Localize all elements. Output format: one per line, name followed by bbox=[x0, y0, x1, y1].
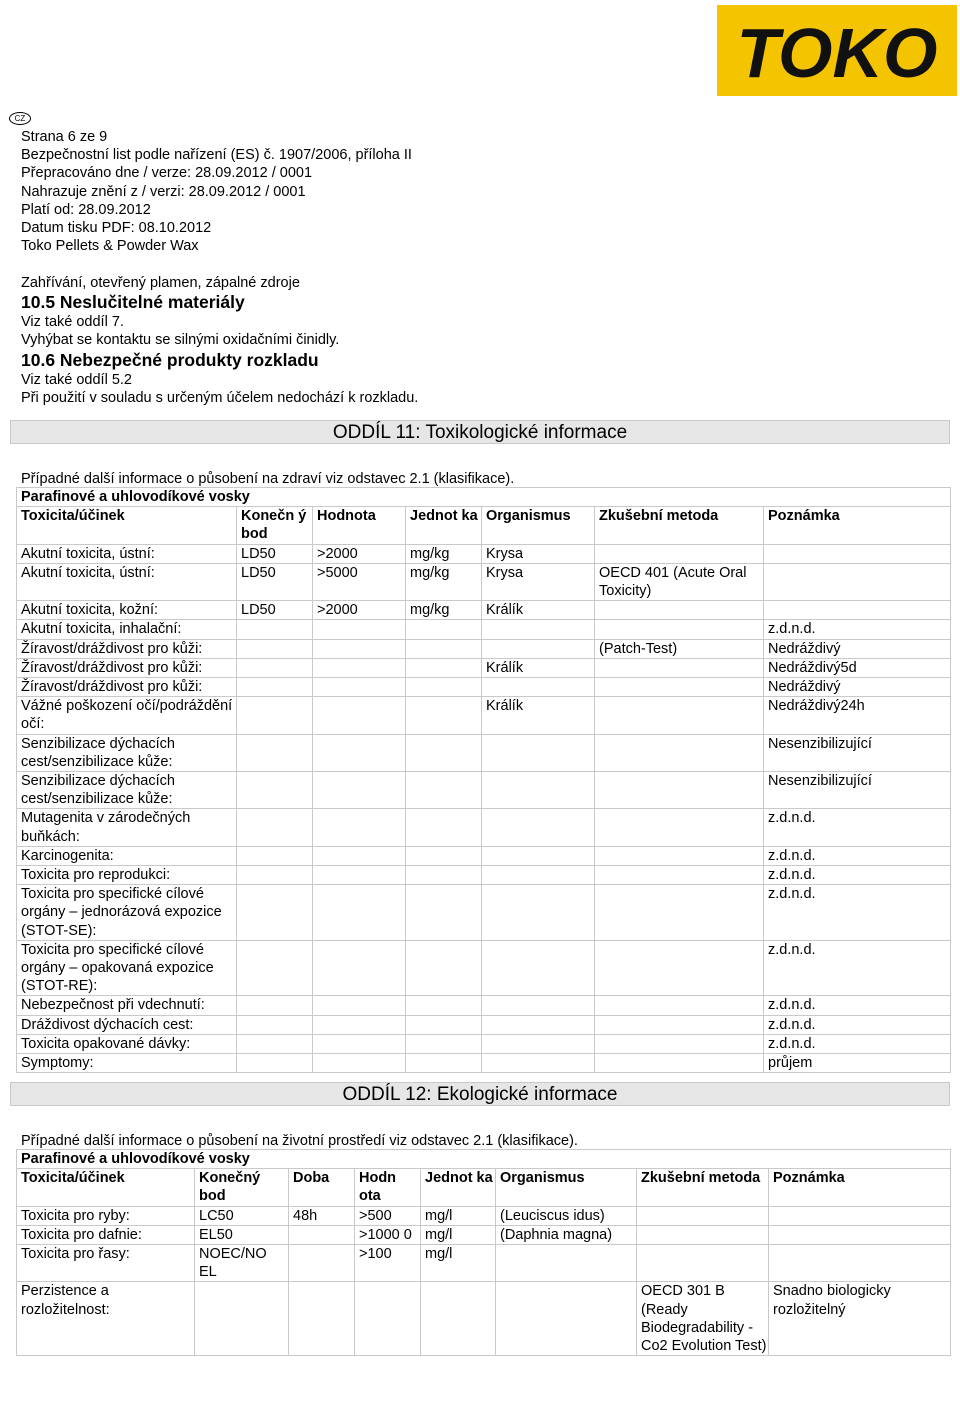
table-cell bbox=[237, 809, 313, 846]
intro-line: Případné další informace o působení na životní prostředí viz odstavec 2.1 (klasifikace). bbox=[21, 1133, 578, 1149]
table-row bbox=[17, 996, 951, 1015]
table-cell: 48h bbox=[289, 1206, 355, 1225]
document-header bbox=[21, 128, 412, 255]
table-cell bbox=[595, 866, 764, 885]
logo-text: TOKO bbox=[736, 14, 938, 92]
table-cell: Nebezpečnost při vdechnutí: bbox=[17, 996, 237, 1015]
column-header: Konečn ý bod bbox=[237, 507, 313, 544]
table-cell: Toxicita opakované dávky: bbox=[17, 1034, 237, 1053]
column-header: Organismus bbox=[496, 1169, 637, 1206]
table-cell bbox=[482, 809, 595, 846]
table-cell bbox=[595, 678, 764, 697]
table-cell: z.d.n.d. bbox=[764, 866, 951, 885]
table-cell: z.d.n.d. bbox=[764, 809, 951, 846]
table-cell bbox=[237, 620, 313, 639]
table-cell bbox=[406, 1034, 482, 1053]
table-cell: mg/l bbox=[421, 1245, 496, 1282]
table-row bbox=[17, 1225, 951, 1244]
column-header: Hodn ota bbox=[355, 1169, 421, 1206]
table-cell bbox=[289, 1282, 355, 1356]
table-cell bbox=[595, 885, 764, 941]
table-row bbox=[17, 697, 951, 734]
table-cell bbox=[237, 678, 313, 697]
table-cell: LD50 bbox=[237, 563, 313, 600]
table-cell bbox=[237, 885, 313, 941]
table-cell: mg/kg bbox=[406, 601, 482, 620]
table-cell bbox=[482, 866, 595, 885]
table-cell bbox=[595, 620, 764, 639]
intro-line: Případné další informace o působení na zdraví viz odstavec 2.1 (klasifikace). bbox=[21, 471, 515, 487]
table-cell bbox=[595, 544, 764, 563]
table-cell bbox=[406, 620, 482, 639]
table-cell bbox=[595, 601, 764, 620]
substance-name: Parafinové a uhlovodíkové vosky bbox=[17, 1150, 951, 1169]
table-cell bbox=[313, 772, 406, 809]
table-cell: >1000 0 bbox=[355, 1225, 421, 1244]
table-cell bbox=[313, 1015, 406, 1034]
text-line: Zahřívání, otevřený plamen, zápalné zdroje bbox=[21, 275, 300, 291]
column-header: Poznámka bbox=[769, 1169, 951, 1206]
table-cell: Žíravost/dráždivost pro kůži: bbox=[17, 658, 237, 677]
text-line: Viz také oddíl 5.2 bbox=[21, 371, 132, 388]
table-cell bbox=[237, 1034, 313, 1053]
country-badge: CZ bbox=[9, 112, 31, 125]
table-cell bbox=[482, 678, 595, 697]
column-header: Jednot ka bbox=[421, 1169, 496, 1206]
table-cell: průjem bbox=[764, 1054, 951, 1073]
ecology-table bbox=[16, 1149, 951, 1356]
table-cell bbox=[482, 940, 595, 996]
toko-logo bbox=[717, 5, 957, 96]
table-cell: z.d.n.d. bbox=[764, 620, 951, 639]
section-11-intro bbox=[21, 470, 941, 488]
table-cell bbox=[637, 1206, 769, 1225]
table-cell bbox=[595, 658, 764, 677]
table-cell: >100 bbox=[355, 1245, 421, 1282]
table-cell bbox=[769, 1206, 951, 1225]
table-cell: >500 bbox=[355, 1206, 421, 1225]
table-cell bbox=[237, 697, 313, 734]
table-cell bbox=[482, 1015, 595, 1034]
table-cell bbox=[406, 866, 482, 885]
table-cell: mg/kg bbox=[406, 544, 482, 563]
table-row bbox=[17, 1034, 951, 1053]
table-cell bbox=[289, 1245, 355, 1282]
table-cell: Nedráždivý5d bbox=[764, 658, 951, 677]
table-cell bbox=[237, 734, 313, 771]
table-cell bbox=[406, 678, 482, 697]
table-cell bbox=[595, 1034, 764, 1053]
table-cell bbox=[355, 1282, 421, 1356]
table-row bbox=[17, 734, 951, 771]
table-header-row bbox=[17, 507, 951, 544]
table-cell bbox=[313, 846, 406, 865]
table-row bbox=[17, 1206, 951, 1225]
table-cell bbox=[496, 1245, 637, 1282]
column-header: Konečný bod bbox=[195, 1169, 289, 1206]
table-cell: Senzibilizace dýchacích cest/senzibilizace kůže: bbox=[17, 772, 237, 809]
column-header: Organismus bbox=[482, 507, 595, 544]
column-header: Poznámka bbox=[764, 507, 951, 544]
table-cell bbox=[313, 620, 406, 639]
table-cell bbox=[595, 996, 764, 1015]
table-cell bbox=[595, 734, 764, 771]
table-cell: Nedráždivý bbox=[764, 639, 951, 658]
substance-name: Parafinové a uhlovodíkové vosky bbox=[17, 488, 951, 507]
table-cell bbox=[482, 846, 595, 865]
table-cell bbox=[313, 1034, 406, 1053]
table-cell bbox=[406, 772, 482, 809]
table-cell bbox=[406, 658, 482, 677]
table-cell bbox=[289, 1225, 355, 1244]
table-cell: EL50 bbox=[195, 1225, 289, 1244]
table-cell bbox=[237, 658, 313, 677]
table-cell bbox=[406, 846, 482, 865]
table-cell bbox=[769, 1245, 951, 1282]
table-cell: Králík bbox=[482, 601, 595, 620]
table-cell: z.d.n.d. bbox=[764, 996, 951, 1015]
table-cell bbox=[313, 639, 406, 658]
table-cell: z.d.n.d. bbox=[764, 885, 951, 941]
table-cell: Toxicita pro specifické cílové orgány – jednorázová expozice (STOT-SE): bbox=[17, 885, 237, 941]
table-cell: Nedráždivý24h bbox=[764, 697, 951, 734]
table-cell bbox=[482, 996, 595, 1015]
table-cell: Perzistence a rozložitelnost: bbox=[17, 1282, 195, 1356]
section-11-title: ODDÍL 11: Toxikologické informace bbox=[10, 420, 950, 444]
column-header: Toxicita/účinek bbox=[17, 507, 237, 544]
table-cell bbox=[237, 866, 313, 885]
table-cell: Toxicita pro ryby: bbox=[17, 1206, 195, 1225]
table-cell bbox=[195, 1282, 289, 1356]
table-row bbox=[17, 772, 951, 809]
table-cell: z.d.n.d. bbox=[764, 1015, 951, 1034]
column-header: Toxicita/účinek bbox=[17, 1169, 195, 1206]
table-cell: Žíravost/dráždivost pro kůži: bbox=[17, 639, 237, 658]
table-cell bbox=[406, 697, 482, 734]
table-cell bbox=[313, 697, 406, 734]
table-cell: Králík bbox=[482, 697, 595, 734]
table-cell: (Daphnia magna) bbox=[496, 1225, 637, 1244]
table-cell bbox=[769, 1225, 951, 1244]
revised-line: Přepracováno dne / verze: 28.09.2012 / 0001 bbox=[21, 165, 313, 182]
table-header-row bbox=[17, 1169, 951, 1206]
table-cell bbox=[637, 1245, 769, 1282]
table-cell: Nesenzibilizující bbox=[764, 734, 951, 771]
table-cell bbox=[237, 996, 313, 1015]
table-cell bbox=[764, 601, 951, 620]
table-cell: LD50 bbox=[237, 601, 313, 620]
table-cell: (Patch-Test) bbox=[595, 639, 764, 658]
table-row bbox=[17, 1015, 951, 1034]
table-cell: Nedráždivý bbox=[764, 678, 951, 697]
table-cell: Dráždivost dýchacích cest: bbox=[17, 1015, 237, 1034]
table-cell: >2000 bbox=[313, 544, 406, 563]
table-cell: NOEC/NO EL bbox=[195, 1245, 289, 1282]
table-cell: LC50 bbox=[195, 1206, 289, 1225]
table-cell: z.d.n.d. bbox=[764, 846, 951, 865]
table-cell bbox=[595, 772, 764, 809]
heading-10-5: 10.5 Neslučitelné materiály bbox=[21, 292, 245, 313]
table-cell bbox=[237, 639, 313, 658]
table-cell bbox=[595, 809, 764, 846]
table-cell: Senzibilizace dýchacích cest/senzibilizace kůže: bbox=[17, 734, 237, 771]
table-row bbox=[17, 639, 951, 658]
toxicology-table bbox=[16, 487, 951, 1073]
text-line: Při použití v souladu s určeným účelem nedochází k rozkladu. bbox=[21, 389, 419, 406]
printed-line: Datum tisku PDF: 08.10.2012 bbox=[21, 220, 212, 237]
table-cell: (Leuciscus idus) bbox=[496, 1206, 637, 1225]
table-cell: OECD 301 B (Ready Biodegradability - Co2 Evolution Test) bbox=[637, 1282, 769, 1356]
table-cell: Karcinogenita: bbox=[17, 846, 237, 865]
table-cell bbox=[237, 846, 313, 865]
table-cell: Akutní toxicita, inhalační: bbox=[17, 620, 237, 639]
table-cell: Toxicita pro reprodukci: bbox=[17, 866, 237, 885]
column-header: Hodnota bbox=[313, 507, 406, 544]
table-cell bbox=[237, 1015, 313, 1034]
table-cell bbox=[406, 734, 482, 771]
table-row bbox=[17, 678, 951, 697]
table-cell bbox=[313, 678, 406, 697]
table-cell bbox=[496, 1282, 637, 1356]
table-cell bbox=[764, 563, 951, 600]
section-12-intro bbox=[21, 1132, 941, 1150]
table-row bbox=[17, 866, 951, 885]
table-cell: mg/l bbox=[421, 1225, 496, 1244]
table-cell: Akutní toxicita, kožní: bbox=[17, 601, 237, 620]
table-cell bbox=[482, 639, 595, 658]
column-header: Jednot ka bbox=[406, 507, 482, 544]
table-cell: >5000 bbox=[313, 563, 406, 600]
table-cell bbox=[406, 885, 482, 941]
table-row bbox=[17, 1282, 951, 1356]
table-cell: Akutní toxicita, ústní: bbox=[17, 563, 237, 600]
regulation-line: Bezpečnostní list podle nařízení (ES) č. 1907/2006, příloha II bbox=[21, 147, 412, 164]
table-cell: Nesenzibilizující bbox=[764, 772, 951, 809]
table-cell bbox=[637, 1225, 769, 1244]
table-cell bbox=[313, 940, 406, 996]
table-row bbox=[17, 1054, 951, 1073]
table-cell bbox=[406, 940, 482, 996]
table-row bbox=[17, 1245, 951, 1282]
table-cell bbox=[482, 1034, 595, 1053]
table-cell: Krysa bbox=[482, 544, 595, 563]
table-cell: LD50 bbox=[237, 544, 313, 563]
table-cell bbox=[595, 1015, 764, 1034]
section-10-block bbox=[21, 274, 941, 407]
table-row bbox=[17, 658, 951, 677]
table-cell bbox=[595, 846, 764, 865]
heading-10-6: 10.6 Nebezpečné produkty rozkladu bbox=[21, 349, 319, 370]
table-cell: Toxicita pro řasy: bbox=[17, 1245, 195, 1282]
table-cell bbox=[313, 1054, 406, 1073]
table-cell bbox=[595, 1054, 764, 1073]
text-line: Viz také oddíl 7. bbox=[21, 314, 124, 331]
table-cell: Žíravost/dráždivost pro kůži: bbox=[17, 678, 237, 697]
table-cell: z.d.n.d. bbox=[764, 1034, 951, 1053]
table-cell bbox=[482, 734, 595, 771]
table-row bbox=[17, 809, 951, 846]
table-row bbox=[17, 940, 951, 996]
table-cell bbox=[313, 866, 406, 885]
table-cell: Akutní toxicita, ústní: bbox=[17, 544, 237, 563]
table-cell bbox=[313, 885, 406, 941]
table-cell bbox=[237, 940, 313, 996]
column-header: Zkušební metoda bbox=[595, 507, 764, 544]
table-cell: z.d.n.d. bbox=[764, 940, 951, 996]
product-name: Toko Pellets & Powder Wax bbox=[21, 238, 199, 255]
table-cell bbox=[237, 772, 313, 809]
table-cell bbox=[482, 1054, 595, 1073]
table-cell: mg/l bbox=[421, 1206, 496, 1225]
table-cell bbox=[595, 940, 764, 996]
table-cell: OECD 401 (Acute Oral Toxicity) bbox=[595, 563, 764, 600]
table-cell: >2000 bbox=[313, 601, 406, 620]
table-row bbox=[17, 885, 951, 941]
table-cell bbox=[313, 658, 406, 677]
table-cell bbox=[313, 809, 406, 846]
table-cell: Mutagenita v zárodečných buňkách: bbox=[17, 809, 237, 846]
table-cell: Snadno biologicky rozložitelný bbox=[769, 1282, 951, 1356]
table-row bbox=[17, 563, 951, 600]
table-cell bbox=[406, 1054, 482, 1073]
section-12-title: ODDÍL 12: Ekologické informace bbox=[10, 1082, 950, 1106]
table-row bbox=[17, 620, 951, 639]
table-cell bbox=[313, 734, 406, 771]
table-cell: Toxicita pro dafnie: bbox=[17, 1225, 195, 1244]
table-cell bbox=[406, 809, 482, 846]
column-header: Zkušební metoda bbox=[637, 1169, 769, 1206]
table-cell bbox=[406, 996, 482, 1015]
table-cell bbox=[406, 1015, 482, 1034]
table-cell bbox=[406, 639, 482, 658]
table-row bbox=[17, 544, 951, 563]
table-cell bbox=[421, 1282, 496, 1356]
table-cell bbox=[482, 620, 595, 639]
page-number: Strana 6 ze 9 bbox=[21, 129, 108, 145]
table-cell bbox=[313, 996, 406, 1015]
table-cell: Toxicita pro specifické cílové orgány – opakovaná expozice (STOT-RE): bbox=[17, 940, 237, 996]
table-row bbox=[17, 846, 951, 865]
replaces-line: Nahrazuje znění z / verzi: 28.09.2012 / 0001 bbox=[21, 183, 306, 200]
table-cell: Krysa bbox=[482, 563, 595, 600]
table-row bbox=[17, 601, 951, 620]
table-cell: Vážné poškození očí/podráždění očí: bbox=[17, 697, 237, 734]
table-cell: mg/kg bbox=[406, 563, 482, 600]
table-cell bbox=[237, 1054, 313, 1073]
table-cell bbox=[482, 885, 595, 941]
table-cell: Králík bbox=[482, 658, 595, 677]
valid-line: Platí od: 28.09.2012 bbox=[21, 201, 151, 218]
table-cell: Symptomy: bbox=[17, 1054, 237, 1073]
column-header: Doba bbox=[289, 1169, 355, 1206]
text-line: Vyhýbat se kontaktu se silnými oxidačními činidly. bbox=[21, 332, 340, 349]
table-cell bbox=[482, 772, 595, 809]
table-cell bbox=[764, 544, 951, 563]
table-cell bbox=[595, 697, 764, 734]
